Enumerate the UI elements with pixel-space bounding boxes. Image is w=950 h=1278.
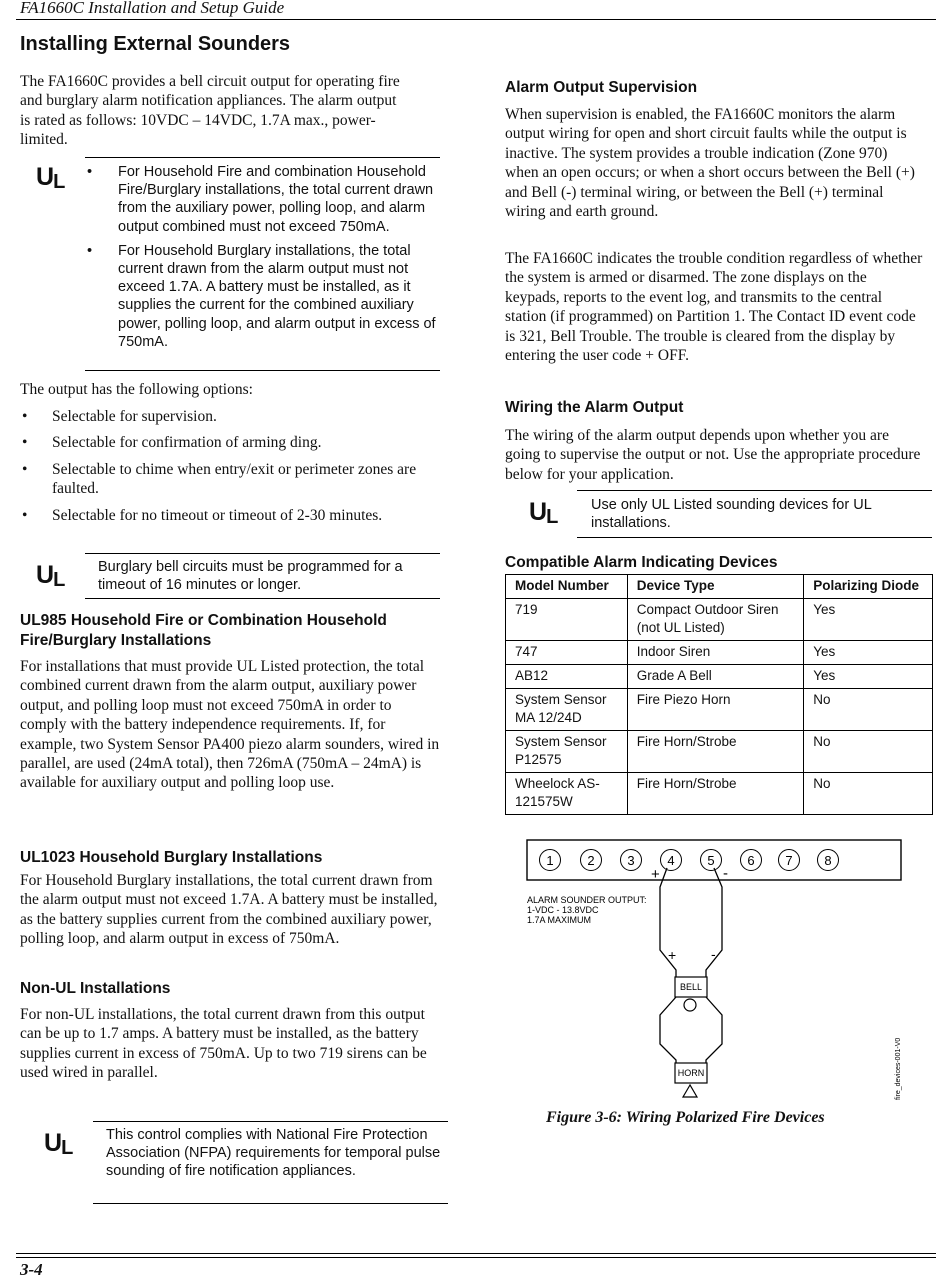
- col-header: Device Type: [627, 575, 804, 599]
- svg-text:1: 1: [546, 853, 554, 868]
- terminal-8: [818, 850, 839, 871]
- option-item: • Selectable for no timeout or timeout of 2-30 minutes.: [20, 506, 420, 525]
- ul-note-timeout: Burglary bell circuits must be programmed for a timeout of 16 minutes or longer.: [85, 553, 440, 599]
- cell: System Sensor P12575: [506, 731, 628, 773]
- cell: Grade A Bell: [627, 665, 804, 689]
- cell: Fire Horn/Strobe: [627, 773, 804, 815]
- cell: 719: [506, 599, 628, 641]
- terminal-plus-sign: +: [651, 866, 660, 883]
- nonul-heading: Non-UL Installations: [20, 980, 171, 997]
- terminal-6: [741, 850, 762, 871]
- footer-rule: [16, 1253, 936, 1254]
- wiring-diagram: [500, 832, 920, 1107]
- output-label-line2: 1-VDC - 13.8VDC: [527, 905, 599, 915]
- ul-note-item: • For Household Fire and combination Household Fire/Burglary installations, the total current drawn from the auxiliary power, polling loop, and alarm output combined must not exceed 750mA.: [85, 163, 440, 236]
- svg-text:6: 6: [747, 853, 755, 868]
- cell: No: [804, 689, 933, 731]
- terminal-4: [661, 850, 682, 871]
- table-row: [506, 641, 933, 665]
- terminal-5: [701, 850, 722, 871]
- bell-plus-sign: +: [668, 947, 677, 963]
- table-row: [506, 731, 933, 773]
- intro-paragraph: The FA1660C provides a bell circuit output for operating fire and burglary alarm notification appliances. The alarm output is rated as follows: 10VDC – 14VDC, 1.7A max., power-limited.: [20, 73, 400, 149]
- running-header: FA1660C Installation and Setup Guide: [20, 0, 285, 17]
- svg-text:3: 3: [627, 853, 635, 868]
- ul985-paragraph: For installations that must provide UL Listed protection, the total combined current drawn from the alarm output, auxiliary power output, and polling loop must not exceed 750mA in order to comply with the battery independence requirements. If, for example, two System Sensor PA400 piezo alarm sounders, wired in parallel, are used (24mA total), then 726mA (750mA – 24mA) is available for auxiliary output and polling loop use.: [20, 658, 440, 792]
- terminal-2: [581, 850, 602, 871]
- nonul-paragraph: For non-UL installations, the total current drawn from this output can be up to 1.7 amps. A battery must be installed, as the battery supplies current in excess of 750mA. Up to two 719 sirens can be used wired in parallel.: [20, 1006, 427, 1082]
- bell-minus-sign: -: [711, 946, 716, 962]
- bell-label: BELL: [679, 982, 703, 992]
- ul-note-listed: Use only UL Listed sounding devices for UL installations.: [577, 490, 932, 538]
- svg-text:7: 7: [785, 853, 793, 868]
- supervision-paragraph-1: When supervision is enabled, the FA1660C monitors the alarm output wiring for open and short circuit faults while the output is inactive. The system provides a trouble indication (Zone 970) when an open occurs; or when a short occurs between the Bell (+) and Bell (-) terminal wiring, or between the Bell (+) terminal wiring and earth ground.: [505, 106, 915, 221]
- ul-note-household: [85, 157, 440, 371]
- cell: No: [804, 773, 933, 815]
- cell: Yes: [804, 665, 933, 689]
- cell: Fire Horn/Strobe: [627, 731, 804, 773]
- cell: Yes: [804, 599, 933, 641]
- horn-icon: [683, 1085, 697, 1097]
- table-row: [506, 599, 933, 641]
- cell: Fire Piezo Horn: [627, 689, 804, 731]
- figure-caption: Figure 3-6: Wiring Polarized Fire Devices: [546, 1109, 825, 1126]
- options-intro: The output has the following options:: [20, 381, 253, 398]
- table-header-row: [506, 575, 933, 599]
- ul-logo: UL: [36, 163, 65, 193]
- terminal-1: [540, 850, 561, 871]
- ul1023-paragraph: For Household Burglary installations, the total current drawn from the alarm output must not exceed 1.7A. A battery must be installed, as the battery supplies current from the combined auxiliary power, polling loop, and alarm output in excess of 750mA.: [20, 872, 438, 948]
- col-header: Model Number: [506, 575, 628, 599]
- table-row: [506, 665, 933, 689]
- cell: Compact Outdoor Siren (not UL Listed): [627, 599, 804, 641]
- supervision-heading: Alarm Output Supervision: [505, 79, 698, 96]
- header-rule: [16, 19, 936, 20]
- cell: 747: [506, 641, 628, 665]
- svg-text:5: 5: [707, 853, 715, 868]
- devices-table: [505, 574, 933, 815]
- svg-text:4: 4: [667, 853, 675, 868]
- table-row: [506, 773, 933, 815]
- cell: Yes: [804, 641, 933, 665]
- svg-text:2: 2: [587, 853, 595, 868]
- output-label-line3: 1.7A MAXIMUM: [527, 915, 592, 925]
- ul-logo: UL: [44, 1129, 73, 1159]
- supervision-paragraph-2: The FA1660C indicates the trouble condition regardless of whether the system is armed or disarmed. The zone displays on the keypads, reports to the event log, and transmits to the central station (if programmed) on Partition 1. The Contact ID event code is 321, Bell Trouble. The trouble is cleared from the display by entering the user code + OFF.: [505, 250, 923, 365]
- wiring-paragraph: The wiring of the alarm output depends upon whether you are going to supervise the output or not. Use the appropriate procedure below for your application.: [505, 427, 921, 483]
- svg-text:8: 8: [824, 853, 832, 868]
- table-title: Compatible Alarm Indicating Devices: [505, 554, 778, 571]
- terminal-minus-sign: -: [723, 865, 728, 882]
- ul-logo: UL: [36, 561, 65, 591]
- terminal-3: [621, 850, 642, 871]
- table-row: [506, 689, 933, 731]
- output-label-line1: ALARM SOUNDER OUTPUT:: [527, 895, 647, 905]
- ul-note-nfpa: This control complies with National Fire Protection Association (NFPA) requirements for temporal pulse sounding of fire notification appliances.: [93, 1121, 448, 1204]
- ul-logo: UL: [529, 498, 558, 528]
- cell: Indoor Siren: [627, 641, 804, 665]
- page-number: 3-4: [20, 1260, 43, 1278]
- terminal-7: [779, 850, 800, 871]
- col-header: Polarizing Diode: [804, 575, 933, 599]
- option-item: • Selectable for confirmation of arming ding.: [20, 433, 420, 452]
- ul1023-heading: UL1023 Household Burglary Installations: [20, 849, 323, 866]
- ul985-heading: UL985 Household Fire or Combination Household Fire/Burglary Installations: [20, 612, 387, 649]
- ul-note-item: • For Household Burglary installations, the total current drawn from the alarm output must not exceed 1.7A. A battery must be installed, as it supplies the current for the combined auxiliary power, polling loop, and alarm output in excess of 750mA.: [85, 242, 440, 351]
- option-item: • Selectable to chime when entry/exit or perimeter zones are faulted.: [20, 460, 420, 499]
- option-item: • Selectable for supervision.: [20, 407, 420, 426]
- cell: AB12: [506, 665, 628, 689]
- cell: System Sensor MA 12/24D: [506, 689, 628, 731]
- cell: Wheelock AS-121575W: [506, 773, 628, 815]
- bell-icon: [684, 999, 696, 1011]
- section-title: Installing External Sounders: [20, 33, 291, 55]
- horn-label: HORN: [677, 1068, 705, 1078]
- wiring-heading: Wiring the Alarm Output: [505, 399, 684, 416]
- footer-rule: [16, 1257, 936, 1258]
- cell: No: [804, 731, 933, 773]
- options-list: [20, 407, 420, 532]
- figure-file-id: fire_devices-001-V0: [895, 1037, 902, 1100]
